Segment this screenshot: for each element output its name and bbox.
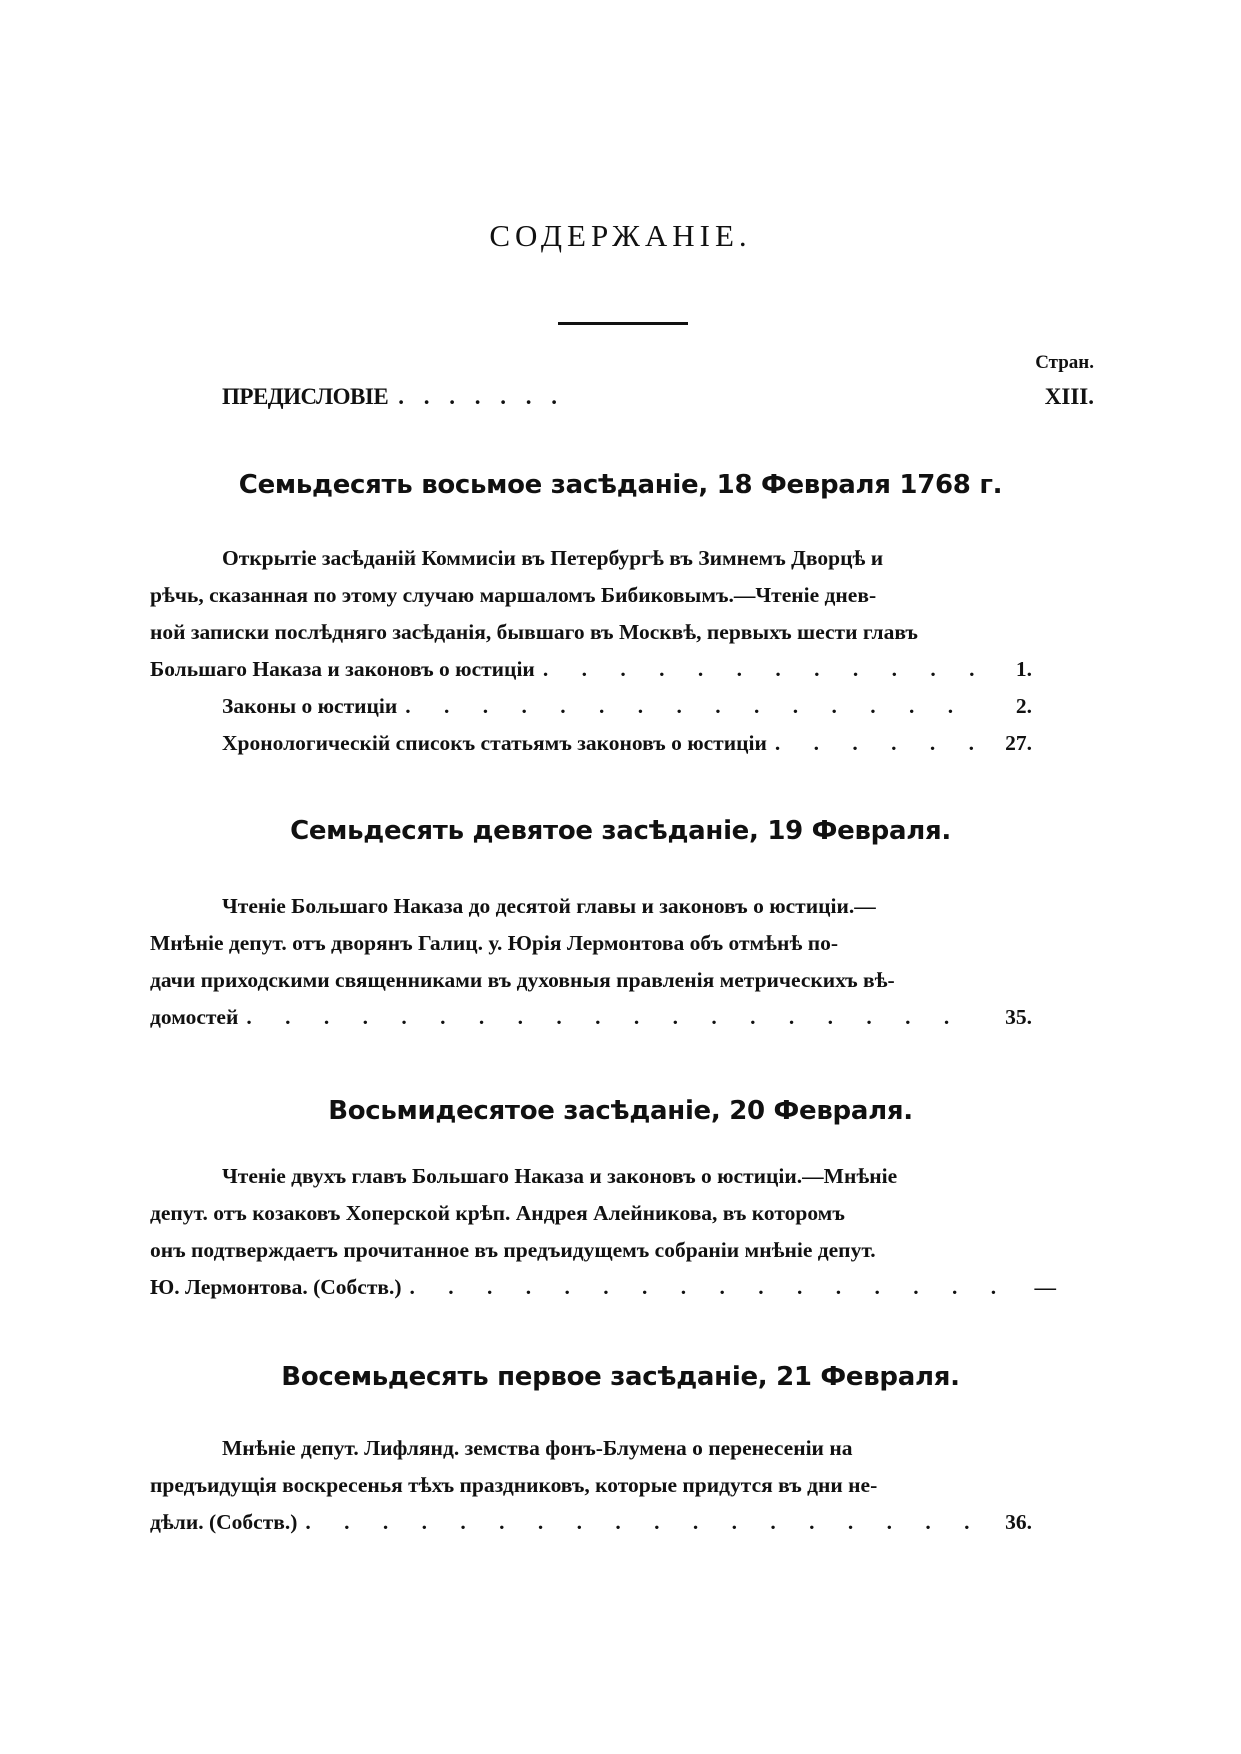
toc-entry [150,999,1032,1036]
leader-dots [535,651,976,688]
leader-dots [767,725,976,762]
text-line: Чтеніе двухъ главъ Большаго Наказа и законовъ о юстиціи.—Мнѣніе [222,1164,898,1188]
entry-text: Большаго Наказа и законовъ о юстиціи [150,657,535,681]
preface-label: ПРЕДИСЛОВІЕ [222,384,389,409]
text-line: Мнѣніе депут. отъ дворянъ Галиц. у. Юрія Лермонтова объ отмѣнѣ по- [150,931,839,955]
entry-text: дѣли. (Собств.) [150,1510,298,1534]
toc-entry [150,1269,1056,1306]
entry-page: 2. [1015,694,1032,718]
text-line: ной записки послѣдняго засѣданія, бывшаго въ Москвѣ, первыхъ шести главъ [150,620,918,644]
section-78-description [150,540,1032,651]
entry-text: Ю. Лермонтова. (Собств.) [150,1275,402,1299]
toc-entry [150,651,1032,688]
title-rule [558,322,688,325]
text-line: депут. отъ козаковъ Хоперской крѣп. Андрея Алейникова, въ которомъ [150,1201,845,1225]
entry-page: 35. [1005,1005,1032,1029]
section-80-description [150,1158,1032,1269]
leader-dots [397,688,976,725]
text-line: онъ подтверждаетъ прочитанное въ предъидущемъ собраніи мнѣніе депут. [150,1238,876,1262]
preface-page: XIII. [1044,384,1094,409]
toc-entry [150,1504,1032,1541]
entry-text: Хронологическій списокъ статьямъ законовъ о юстиціи [222,731,767,755]
leader-dots [297,1504,976,1541]
toc-entry [222,725,1032,762]
leader-dots [402,1269,1000,1306]
section-heading-79: Семьдесять девятое засѣданіе, 19 Февраля. [290,816,951,846]
section-79-description [150,888,1032,999]
entry-page: — [1034,1275,1056,1299]
leader-dots [238,999,976,1036]
text-line: Чтеніе Большаго Наказа до десятой главы и законовъ о юстиціи.— [222,894,876,918]
text-line: Мнѣніе депут. Лифлянд. земства фонъ-Блумена о перенесеніи на [222,1436,853,1460]
entry-page: 27. [1005,731,1032,755]
leader-dots: . . . . . . . [398,384,564,409]
entry-text: домостей [150,1005,239,1029]
text-line: рѣчь, сказанная по этому случаю маршаломъ Бибиковымъ.—Чтеніе днев- [150,583,877,607]
preface-entry [222,384,1094,410]
text-line: дачи приходскими священниками въ духовныя правленія метрическихъ вѣ- [150,968,895,992]
section-81-description [150,1430,1032,1504]
page-title: СОДЕРЖАНІЕ. [489,218,752,253]
text-line: предъидущія воскресенья тѣхъ праздниковъ, которые придутся въ дни не- [150,1473,878,1497]
entry-text: Законы о юстиціи [222,694,398,718]
page-column-label: Стран. [1035,352,1094,373]
section-heading-81: Восемьдесять первое засѣданіе, 21 Февраля. [281,1362,960,1392]
entry-page: 36. [1005,1510,1032,1534]
section-heading-78: Семьдесять восьмое засѣданіе, 18 Февраля 1768 г. [238,470,1003,500]
text-line: Открытіе засѣданій Коммисіи въ Петербургѣ въ Зимнемъ Дворцѣ и [222,546,884,570]
toc-entry [222,688,1032,725]
entry-page: 1. [1015,657,1032,681]
section-heading-80: Восьмидесятое засѣданіе, 20 Февраля. [328,1096,913,1126]
